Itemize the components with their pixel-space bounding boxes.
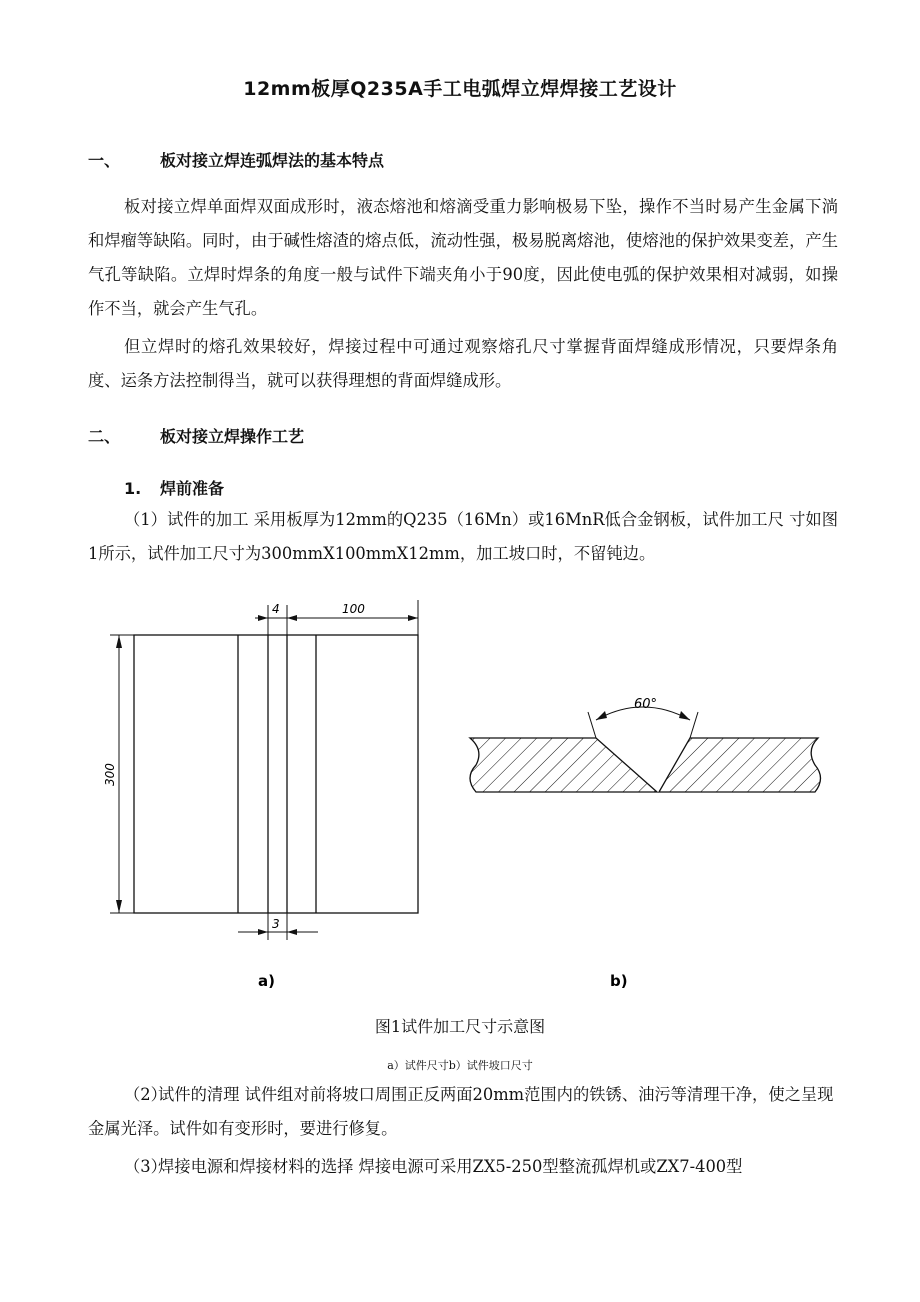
item-2-text: 试件的清理 试件组对前将坡口周围正反两面20mm范围内的铁锈、油污等清理干净，使之呈现金属光泽。试件如有变形时，要进行修复。 — [88, 1085, 834, 1138]
item-1-paragraph: （1）试件的加工 采用板厚为12mm的Q235（16Mn）或16MnR低合金钢板，试件加工尺 寸如图1所示，试件加工尺寸为300mmX100mmX12mm，加工坡口时，不留钝边。 — [88, 510, 838, 563]
page-title: 12mm板厚Q235A手工电弧焊立焊焊接工艺设计 — [243, 78, 677, 100]
figure-label-b: b) — [610, 972, 628, 990]
item-3-number: （3） — [124, 1157, 167, 1176]
section-1-heading — [88, 148, 384, 171]
item-3-paragraph — [88, 1150, 838, 1184]
groove-section-drawing-b — [470, 707, 821, 792]
section-1-title: 板对接立焊连弧焊法的基本特点 — [160, 151, 385, 170]
subsection-1-title: 焊前准备 — [160, 479, 225, 498]
item-2-paragraph — [88, 1078, 838, 1146]
subsection-1-number: 1. — [124, 479, 142, 498]
dim-gap-top-label: 4 — [272, 602, 280, 616]
test-piece-drawing-a — [110, 600, 418, 940]
paragraph-1: 板对接立焊单面焊双面成形时，液态熔池和熔滴受重力影响极易下坠，操作不当时易产生金属下淌和焊瘤等缺陷。同时，由于碱性熔渣的熔点低，流动性强，极易脱离熔池，使熔池的保护效果变差，产生气孔等缺陷。立焊时焊条的角度一般与试件下端夹角小于90度，因此使电弧的保护效果相对减弱，如操作不当，就会产生气孔。 — [88, 197, 838, 318]
section-2-heading — [88, 424, 304, 447]
dim-height-label: 300 — [103, 763, 117, 786]
section-2-title: 板对接立焊操作工艺 — [160, 427, 305, 446]
figure-subcaption: a）试件尺寸b）试件坡口尺寸 — [387, 1059, 533, 1072]
figure-label-a: a) — [258, 972, 275, 990]
dim-gap-bottom-label: 3 — [272, 917, 280, 931]
figure-caption: 图1试件加工尺寸示意图 — [374, 1017, 546, 1036]
angle-label: 60° — [634, 697, 658, 712]
dim-width-label: 100 — [342, 602, 365, 616]
paragraph-2: 但立焊时的熔孔效果较好，焊接过程中可通过观察熔孔尺寸掌握背面焊缝成形情况，只要焊条角度、运条方法控制得当，就可以获得理想的背面焊缝成形。 — [88, 337, 838, 390]
item-2-number: （2） — [124, 1085, 167, 1104]
section-1-number: 一、 — [88, 151, 121, 170]
section-2-number: 二、 — [88, 427, 121, 446]
figure-1-drawing — [0, 590, 920, 1000]
subsection-1-heading — [124, 476, 224, 499]
item-3-text: 焊接电源和焊接材料的选择 焊接电源可采用ZX5-250型整流孤焊机或ZX7-400型 — [158, 1157, 743, 1176]
